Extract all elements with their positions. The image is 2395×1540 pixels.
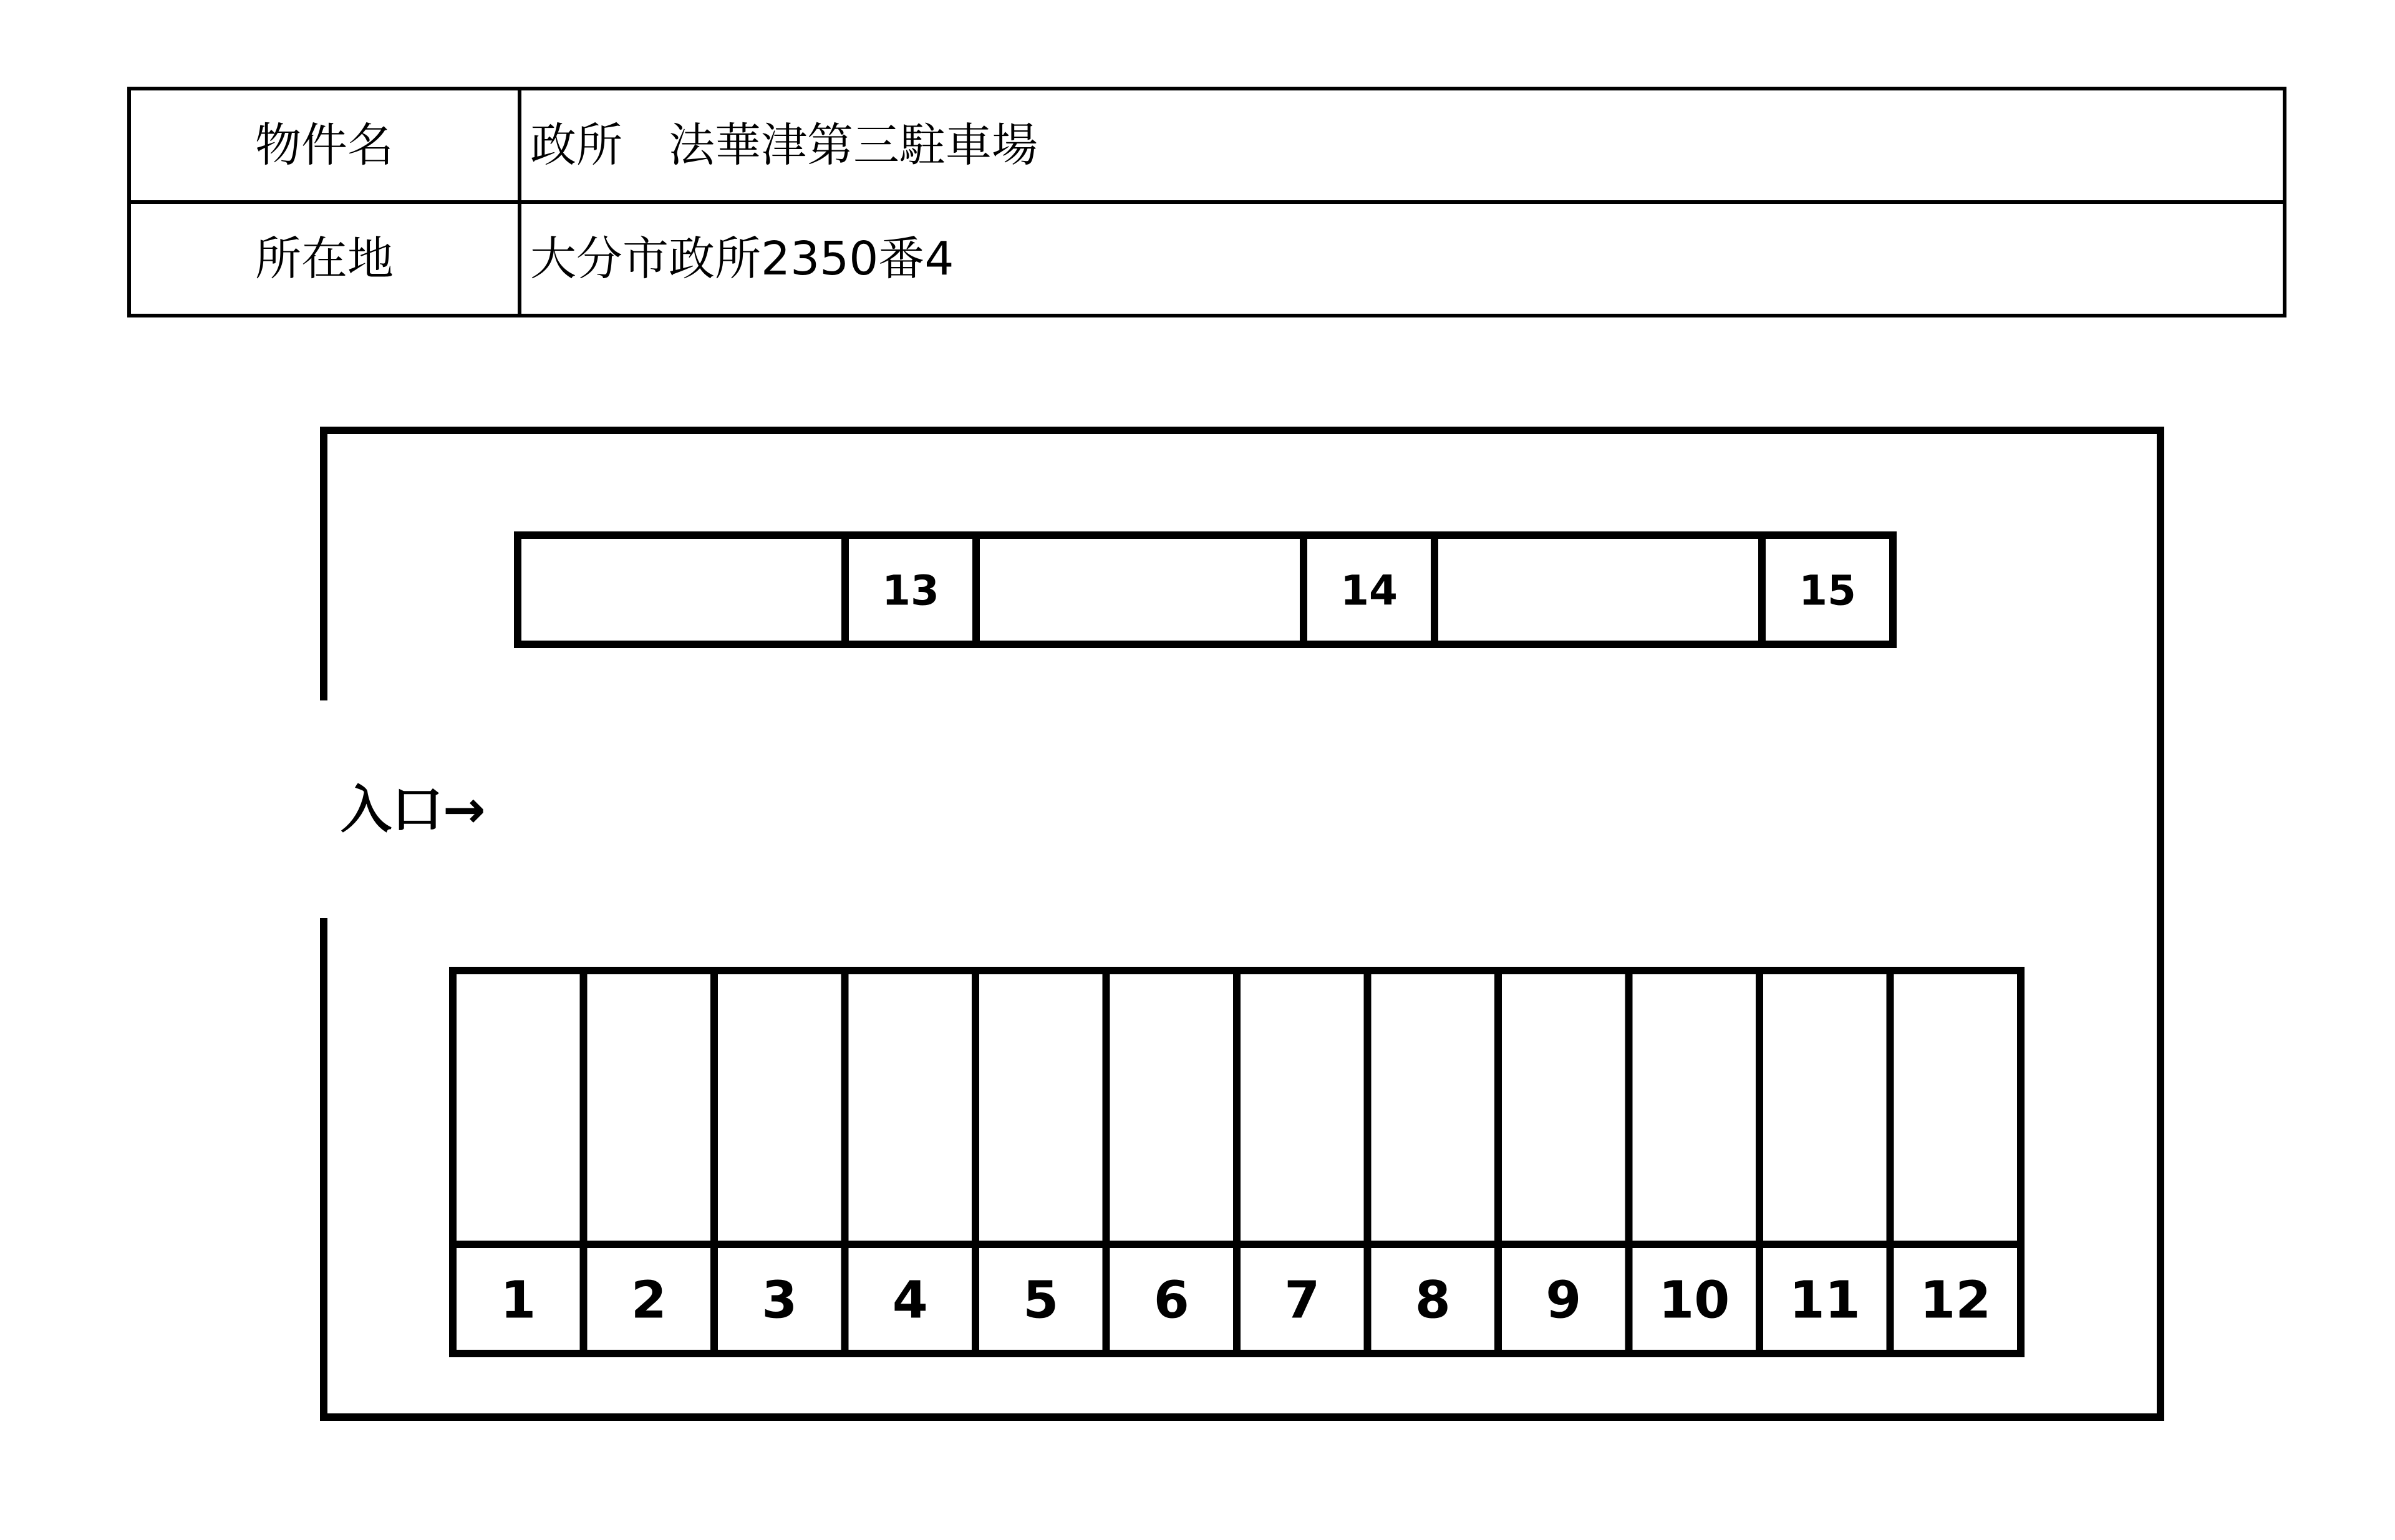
space-number: 11: [1789, 1271, 1860, 1330]
parking-space-9: [1498, 971, 1629, 1354]
top-parking-row: [518, 535, 1893, 644]
space-number: 2: [631, 1271, 667, 1330]
lot-boundary-upper: [324, 430, 2160, 1417]
parking-space-14: [1304, 535, 1435, 644]
space-number: 5: [1023, 1271, 1059, 1330]
space-number: 14: [1340, 566, 1398, 615]
entrance-label: 入口→: [341, 780, 486, 840]
space-number: 7: [1284, 1271, 1320, 1330]
space-number: 13: [882, 566, 939, 615]
space-outline: [976, 535, 1304, 644]
bottom-parking-row: [453, 971, 2021, 1354]
parking-space-1: [453, 971, 584, 1354]
space-number: 3: [762, 1271, 798, 1330]
space-number: 8: [1415, 1271, 1451, 1330]
space-number: 9: [1546, 1271, 1582, 1330]
parking-space-11: [1759, 971, 1890, 1354]
space-number: 1: [500, 1271, 536, 1330]
parking-space-15: [1762, 535, 1893, 644]
space-outline: [518, 535, 845, 644]
parking-space-10: [1629, 971, 1760, 1354]
parking-space-12: [1890, 971, 2021, 1354]
property-address-label: 所在地: [129, 202, 520, 316]
space-number: 10: [1658, 1271, 1730, 1330]
property-address-value: 大分市政所2350番4: [520, 202, 2285, 316]
parking-space-6: [1106, 971, 1237, 1354]
space-number: 12: [1920, 1271, 1991, 1330]
top-row-buffer-space: [518, 535, 845, 644]
space-number: 15: [1799, 566, 1856, 615]
space-number: 4: [892, 1271, 928, 1330]
property-name-label: 物件名: [129, 89, 520, 202]
space-number: 6: [1153, 1271, 1189, 1330]
parking-space-13: [845, 535, 976, 644]
property-name-value: 政所 法華津第三駐車場: [520, 89, 2285, 202]
parking-space-5: [975, 971, 1106, 1354]
parking-space-7: [1237, 971, 1368, 1354]
parking-space-8: [1368, 971, 1499, 1354]
top-row-buffer-space: [1435, 535, 1762, 644]
lot-boundary: [324, 430, 2160, 1417]
parking-space-3: [714, 971, 845, 1354]
top-row-buffer-space: [976, 535, 1304, 644]
parking-space-4: [845, 971, 976, 1354]
parking-space-2: [584, 971, 715, 1354]
space-outline: [1435, 535, 1762, 644]
